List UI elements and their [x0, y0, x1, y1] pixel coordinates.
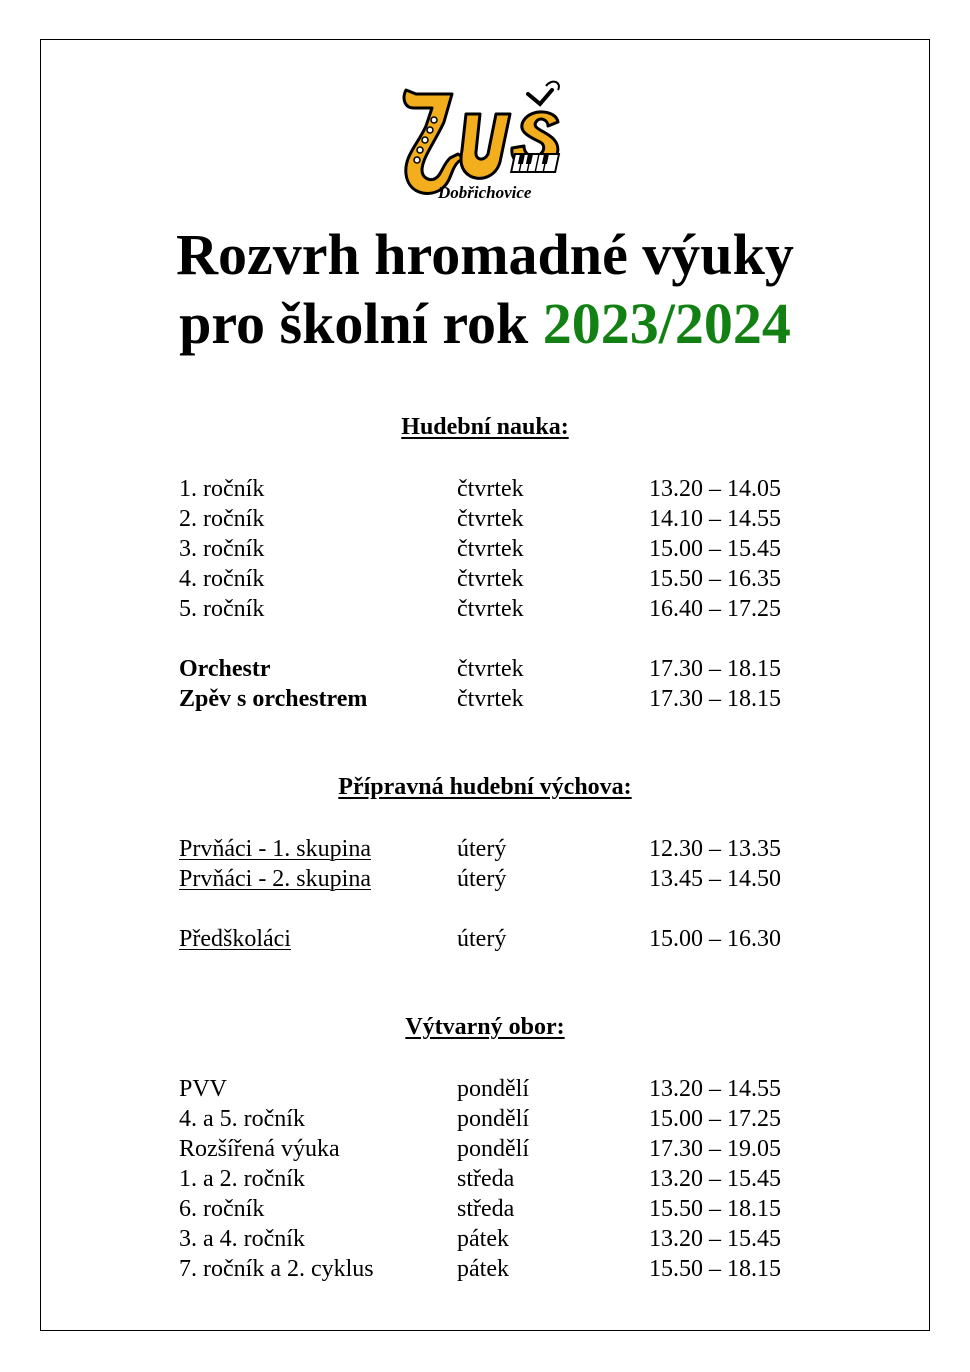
- row-name: 7. ročník a 2. cyklus: [179, 1256, 374, 1282]
- row-name: 3. ročník: [179, 536, 265, 562]
- row-name: PVV: [179, 1076, 228, 1102]
- row-time: 13.20 – 15.45: [649, 1166, 781, 1192]
- row-day: úterý: [457, 866, 507, 892]
- schedule-row: [0, 474, 970, 504]
- page-title-line-1: Rozvrh hromadné výuky: [176, 222, 794, 287]
- row-day: pátek: [457, 1256, 509, 1282]
- schedule-row: [0, 1134, 970, 1164]
- row-day: středa: [457, 1196, 515, 1222]
- row-day: čtvrtek: [457, 686, 524, 712]
- schedule-row: [0, 564, 970, 594]
- row-time: 15.50 – 18.15: [649, 1196, 781, 1222]
- row-day: čtvrtek: [457, 536, 524, 562]
- schedule-row: [0, 1254, 970, 1284]
- row-name: 3. a 4. ročník: [179, 1226, 305, 1252]
- page-title-line-2: [0, 291, 970, 356]
- row-time: 16.40 – 17.25: [649, 596, 781, 622]
- row-name: Předškoláci: [179, 926, 291, 952]
- row-time: 17.30 – 18.15: [649, 656, 781, 682]
- row-time: 17.30 – 19.05: [649, 1136, 781, 1162]
- row-day: pondělí: [457, 1106, 529, 1132]
- title-prefix: pro školní rok: [179, 291, 543, 356]
- row-time: 15.50 – 18.15: [649, 1256, 781, 1282]
- row-day: úterý: [457, 926, 507, 952]
- row-day: čtvrtek: [457, 476, 524, 502]
- row-name: 1. ročník: [179, 476, 265, 502]
- schedule-row: [0, 534, 970, 564]
- logo-subtext: Dobřichovice: [438, 183, 532, 202]
- row-day: středa: [457, 1166, 515, 1192]
- school-logo: [392, 74, 582, 204]
- row-time: 15.00 – 17.25: [649, 1106, 781, 1132]
- schedule-row: [0, 924, 970, 954]
- logo-graphic: [392, 74, 582, 204]
- schedule-row: [0, 1194, 970, 1224]
- row-name: Prvňáci - 1. skupina: [179, 836, 371, 862]
- section-heading-art: Výtvarný obor:: [405, 1014, 565, 1040]
- row-day: čtvrtek: [457, 506, 524, 532]
- row-time: 13.45 – 14.50: [649, 866, 781, 892]
- row-day: pondělí: [457, 1136, 529, 1162]
- row-time: 15.00 – 16.30: [649, 926, 781, 952]
- row-day: úterý: [457, 836, 507, 862]
- row-name: 4. a 5. ročník: [179, 1106, 305, 1132]
- schedule-row: [0, 1074, 970, 1104]
- row-name: Prvňáci - 2. skupina: [179, 866, 371, 892]
- row-day: pátek: [457, 1226, 509, 1252]
- row-time: 15.00 – 15.45: [649, 536, 781, 562]
- row-name: Rozšířená výuka: [179, 1136, 340, 1162]
- row-day: čtvrtek: [457, 656, 524, 682]
- row-time: 17.30 – 18.15: [649, 686, 781, 712]
- schedule-row: [0, 1164, 970, 1194]
- schedule-row: [0, 864, 970, 894]
- row-day: pondělí: [457, 1076, 529, 1102]
- row-name: 4. ročník: [179, 566, 265, 592]
- schedule-row: [0, 654, 970, 684]
- row-name: 6. ročník: [179, 1196, 265, 1222]
- row-time: 15.50 – 16.35: [649, 566, 781, 592]
- section-heading-music-theory: Hudební nauka:: [401, 414, 569, 440]
- row-name: Zpěv s orchestrem: [179, 686, 368, 712]
- row-time: 13.20 – 14.05: [649, 476, 781, 502]
- row-time: 12.30 – 13.35: [649, 836, 781, 862]
- schedule-row: [0, 504, 970, 534]
- row-day: čtvrtek: [457, 596, 524, 622]
- schedule-row: [0, 1224, 970, 1254]
- row-time: 14.10 – 14.55: [649, 506, 781, 532]
- row-time: 13.20 – 14.55: [649, 1076, 781, 1102]
- row-name: 1. a 2. ročník: [179, 1166, 305, 1192]
- section-heading-preparatory-music: Přípravná hudební výchova:: [338, 774, 632, 800]
- row-name: 2. ročník: [179, 506, 265, 532]
- schedule-row: [0, 684, 970, 714]
- row-name: Orchestr: [179, 656, 271, 682]
- school-year: 2023/2024: [542, 291, 791, 356]
- row-name: 5. ročník: [179, 596, 265, 622]
- row-time: 13.20 – 15.45: [649, 1226, 781, 1252]
- schedule-row: [0, 1104, 970, 1134]
- schedule-row: [0, 594, 970, 624]
- row-day: čtvrtek: [457, 566, 524, 592]
- schedule-row: [0, 834, 970, 864]
